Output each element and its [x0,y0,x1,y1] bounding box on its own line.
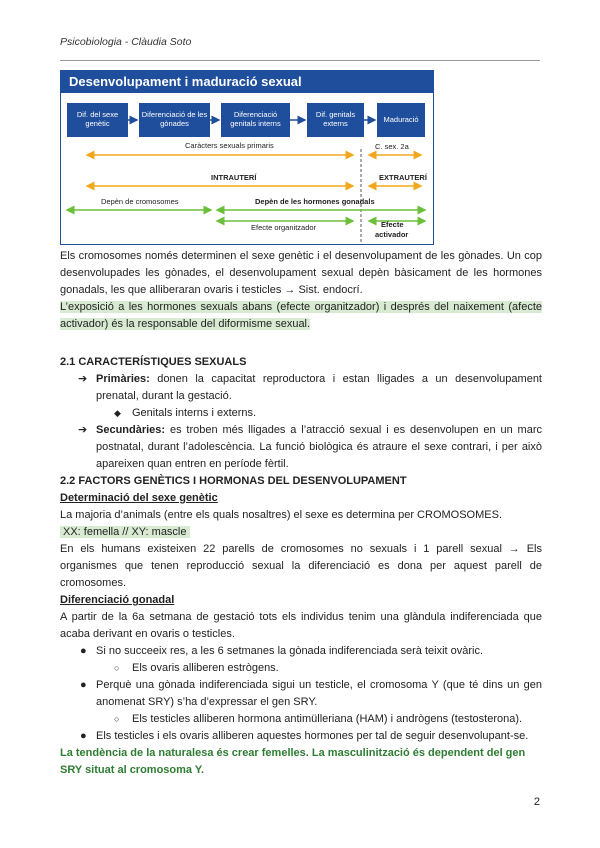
dot-bullet-icon: ● [80,730,87,742]
bullet-text: Perquè una gònada indiferenciada sigui un testicle, el cromosoma Y (que té dins un gen anomenat SRY) s’ha d’expressar el gen SRY. [96,679,542,708]
section-sexual-characteristics [60,354,542,473]
subbullet-text: Els ovaris alliberen estrògens. [132,662,279,674]
intro-highlight: L’exposició a les hormones sexuals abans (efecte organitzador) i després del naixement (afecte activador) és la responsable del diformisme sexual. [60,301,542,330]
intro-paragraph: Els cromosomes només determinen el sexe genètic i el desenvolupament de les gònades. Un cop desenvolupades les gònades, el desenvolupament sexual depèn bàsicament de les hormones gonadals, les que alliberaran ovaris i testicles → Sist. endocrí. [60,250,542,296]
list-item [60,643,542,660]
circle-bullet-icon: ○ [114,714,120,724]
primaries-label: Primàries: [96,373,150,385]
arrow-bullet-icon: ➔ [78,373,88,385]
dot-bullet-icon: ● [80,679,87,691]
subheading-gonadal: Diferenciació gonadal [60,594,175,606]
secondaries-label: Secundàries: [96,424,166,436]
step-internal-genitals: Diferenciació genitals interns [221,103,290,137]
hormones-label: Depèn de les hormones gonadals [255,197,375,206]
list-item-primaries [60,371,542,405]
activator-label-1: Efecte [381,220,404,229]
step-gonads: Diferenciació de les gònades [139,103,210,137]
step-genetic-sex: Dif. del sexe genètic [67,103,128,137]
bullet-text: Els testicles i els ovaris alliberen aquestes hormones per tal de seguir desenvolupant-se. [96,730,529,742]
section-heading: 2.1 CARACTERÍSTIQUES SEXUALS [60,356,247,368]
extrauteri-label: EXTRAUTERÍ [379,173,427,182]
page-number: 2 [533,796,540,808]
diagram-arrows [61,71,433,244]
step-maturation: Maduració [377,103,425,137]
diagram-title: Desenvolupament i maduració sexual [61,71,433,93]
header-divider [60,60,540,61]
paragraph-gonadal: A partir de la 6a setmana de gestació tots els individus tenim una glàndula indiferenciada que acaba derivant en ovaris o testicles. [60,611,542,640]
list-subitem [60,660,542,677]
list-subitem [60,711,542,728]
list-item-secondaries [60,422,542,473]
arrow-bullet-icon: ➔ [78,424,88,436]
activator-label-2: activador [375,230,409,239]
diamond-bullet-icon: ◆ [114,408,121,418]
circle-bullet-icon: ○ [114,663,120,673]
list-subitem-genitals [60,405,542,422]
dot-bullet-icon: ● [80,645,87,657]
conclusion: La tendència de la naturalesa és crear femelles. La masculinització és dependent del gen SRY situat al cromosoma Y. [60,747,526,776]
secondary-label: C. sex. 2a [375,142,409,151]
list-item [60,677,542,711]
secondaries-text: es troben més lligades a l’atracció sexual i es desenvolupen en un marc postnatal, durant l’adolescència. La funció biològica és atraure el sexe contrari, i per això apareixen quan entren en període fèrtil. [96,424,542,470]
primaries-text: donen la capacitat reproductora i estan lligades a un desenvolupament prenatal, durant la gestació. [96,373,542,402]
paragraph-chromosomes: La majoria d’animals (entre els quals nosaltres) el sexe es determina per CROMOSOMES. [60,509,503,521]
chromosomes-label: Depèn de cromosomes [101,197,179,206]
bullet-text: Si no succeeix res, a les 6 setmanes la gònada indiferenciada serà teixit ovàric. [96,645,484,657]
xx-xy-highlight: XX: femella // XY: mascle [60,526,190,538]
page-header: Psicobiologia - Clàudia Soto [60,36,192,48]
subbullet-text: Els testicles alliberen hormona antimülleriana (HAM) i andrògens (testosterona). [132,713,523,725]
intro [60,248,542,333]
intrauteri-label: INTRAUTERÍ [211,173,257,182]
list-item [60,728,542,745]
primary-label: Caràcters sexuals primaris [185,141,274,150]
section-genetic-factors [60,473,542,779]
primaries-sub: Genitals interns i externs. [132,407,257,419]
organizer-label: Efecte organitzador [251,223,317,232]
development-diagram [60,70,434,245]
paragraph-human-chromosomes: En els humans existeixen 22 parells de cromosomes no sexuals i 1 parell sexual → Els organismes que tenen reproducció sexual la diferenciació es dona per aquest parell de cromosomes. [60,543,542,589]
step-external-genitals: Dif. genitals externs [307,103,364,137]
section-heading: 2.2 FACTORS GENÈTICS I HORMONAS DEL DESENVOLUPAMENT [60,475,407,487]
subheading-genetic-sex: Determinació del sexe genètic [60,492,218,504]
